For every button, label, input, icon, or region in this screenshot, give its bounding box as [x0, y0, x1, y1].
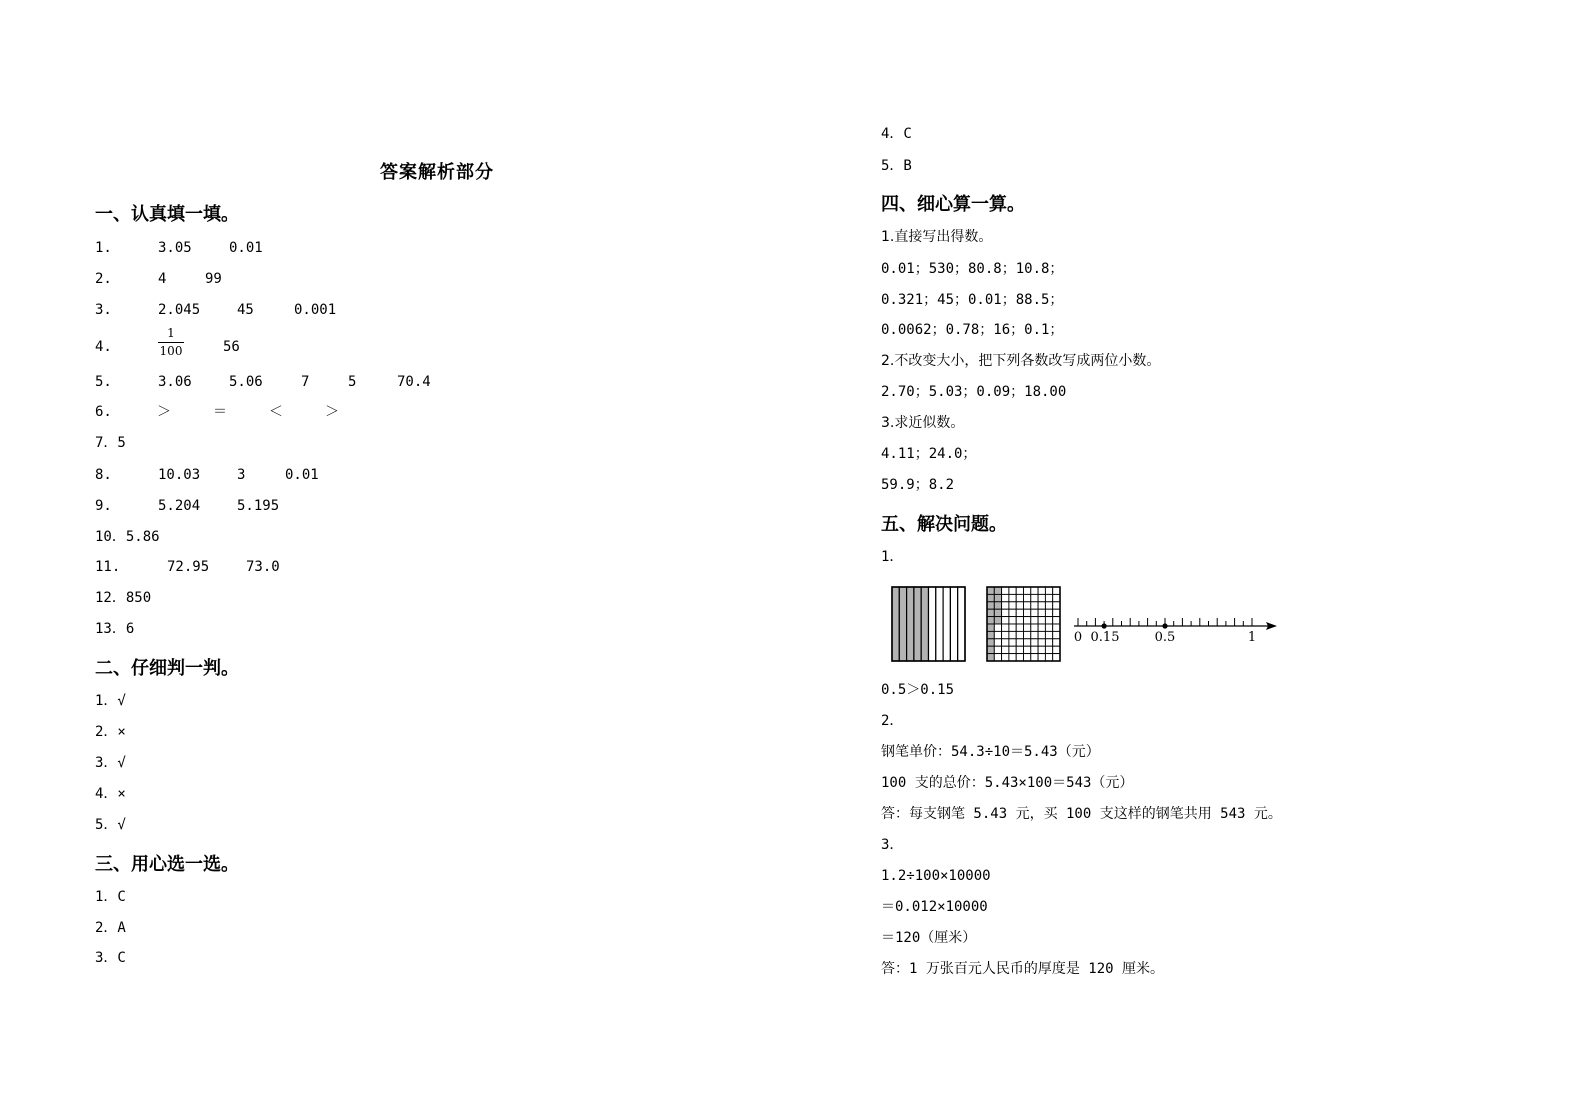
hundredths-cell — [987, 631, 994, 638]
hundredths-cell — [1038, 654, 1045, 661]
hundredths-cell — [1016, 609, 1023, 616]
q-num: 3. — [95, 302, 112, 318]
s2-item: 4．× — [95, 786, 126, 802]
s1-q7: 7．5 — [95, 435, 126, 451]
s4-line: 0.0062；0.78；16；0.1； — [881, 322, 1064, 338]
answer: 5.06 — [229, 374, 263, 390]
tenths-strip — [950, 587, 957, 661]
s5-q2-num: 2． — [881, 713, 904, 729]
q-num: 11. — [95, 559, 121, 575]
s2-item: 3．√ — [95, 755, 126, 771]
section-1-heading: 一、认真填一填。 — [95, 204, 239, 225]
tenths-strip — [899, 587, 906, 661]
hundredths-cell — [1053, 624, 1060, 631]
hundredths-cell — [994, 631, 1001, 638]
hundredths-cell — [1045, 639, 1052, 646]
s5-q1-num: 1． — [881, 549, 904, 565]
s3-item: 2．A — [95, 920, 126, 936]
hundredths-cell — [1002, 609, 1009, 616]
answer: 7 — [301, 374, 310, 390]
s5-q2-line: 100 支的总价：5.43×100＝543（元） — [881, 775, 1134, 791]
hundredths-cell — [1016, 646, 1023, 653]
q-num: 8. — [95, 467, 112, 483]
hundredths-cell — [1031, 654, 1038, 661]
hundredths-cell — [1024, 594, 1031, 601]
hundredths-cell — [1016, 602, 1023, 609]
tenths-strip — [943, 587, 950, 661]
hundredths-cell — [987, 587, 994, 594]
s3-item: 5．B — [881, 158, 912, 174]
hundredths-cell — [1031, 594, 1038, 601]
hundredths-cell — [1016, 587, 1023, 594]
hundredths-cell — [1024, 609, 1031, 616]
s5-q3-line: 答：1 万张百元人民币的厚度是 120 厘米。 — [881, 961, 1164, 977]
hundredths-cell — [1031, 617, 1038, 624]
hundredths-cell — [1024, 617, 1031, 624]
hundredths-cell — [994, 609, 1001, 616]
answer: 5 — [348, 374, 357, 390]
s3-item: 4．C — [881, 126, 912, 142]
answer: 4 — [158, 271, 167, 287]
hundredths-cell — [1009, 602, 1016, 609]
section-3-heading: 三、用心选一选。 — [95, 854, 239, 875]
hundredths-cell — [1045, 631, 1052, 638]
hundredths-cell — [994, 639, 1001, 646]
hundredths-cell — [994, 617, 1001, 624]
hundredths-cell — [1002, 617, 1009, 624]
hundredths-cell — [1045, 624, 1052, 631]
hundredths-cell — [1038, 624, 1045, 631]
s4-line: 0.01；530；80.8；10.8； — [881, 261, 1064, 277]
hundredths-cell — [1009, 609, 1016, 616]
tenths-strip — [958, 587, 965, 661]
q-num: 6. — [95, 404, 112, 420]
hundredths-cell — [1024, 631, 1031, 638]
hundredths-cell — [1045, 609, 1052, 616]
hundredths-cell — [1053, 639, 1060, 646]
tenths-strip — [907, 587, 914, 661]
q-num: 9. — [95, 498, 112, 514]
section-5-heading: 五、解决问题。 — [881, 514, 1007, 535]
hundredths-cell — [1053, 602, 1060, 609]
answer: 99 — [205, 271, 222, 287]
s4-line: 2.不改变大小，把下列各数改写成两位小数。 — [881, 353, 1161, 369]
hundredths-cell — [1002, 646, 1009, 653]
s5-q1-answer: 0.5＞0.15 — [881, 682, 955, 698]
answer: ＞ — [157, 404, 171, 420]
s4-line: 1.直接写出得数。 — [881, 229, 993, 245]
answer: 5.204 — [158, 498, 201, 514]
hundredths-cell — [1009, 646, 1016, 653]
s5-q3-line: ＝0.012×10000 — [881, 899, 988, 915]
s3-item: 1．C — [95, 889, 126, 905]
s5-q3-line: 1.2÷100×10000 — [881, 868, 991, 884]
s1-q12: 12．850 — [95, 590, 152, 606]
hundredths-cell — [1038, 617, 1045, 624]
s3-item: 3．C — [95, 950, 126, 966]
hundredths-cell — [994, 646, 1001, 653]
s4-line: 4.11；24.0； — [881, 446, 977, 462]
hundredths-cell — [1031, 609, 1038, 616]
hundredths-cell — [1009, 624, 1016, 631]
hundredths-cell — [987, 594, 994, 601]
hundredths-cell — [1053, 587, 1060, 594]
s2-item: 5．√ — [95, 817, 126, 833]
hundredths-cell — [1002, 602, 1009, 609]
hundredths-cell — [1002, 631, 1009, 638]
hundredths-cell — [1038, 639, 1045, 646]
fraction-numerator: 1 — [158, 325, 184, 343]
hundredths-cell — [994, 654, 1001, 661]
hundredths-cell — [1045, 617, 1052, 624]
hundredths-cell — [1009, 654, 1016, 661]
q-num: 5. — [95, 374, 112, 390]
hundredths-cell — [1002, 594, 1009, 601]
hundredths-cell — [1024, 587, 1031, 594]
answer: 70.4 — [397, 374, 431, 390]
hundredths-cell — [1002, 624, 1009, 631]
answer: 56 — [223, 339, 240, 355]
answer: ＞ — [325, 404, 339, 420]
q-num: 1. — [95, 240, 112, 256]
hundredths-cell — [1053, 631, 1060, 638]
number-line-point — [1162, 623, 1167, 628]
hundredths-cell — [1024, 602, 1031, 609]
fraction — [158, 325, 184, 360]
hundredths-cell — [1002, 654, 1009, 661]
s4-line: 3.求近似数。 — [881, 415, 965, 431]
hundredths-cell — [1016, 594, 1023, 601]
hundredths-cell — [1053, 609, 1060, 616]
tenths-strip — [929, 587, 936, 661]
hundredths-cell — [987, 639, 994, 646]
hundredths-cell — [1009, 594, 1016, 601]
hundredths-cell — [994, 594, 1001, 601]
tenths-strip — [936, 587, 943, 661]
hundredths-cell — [987, 646, 994, 653]
answer: 3 — [237, 467, 246, 483]
s5-q2-line: 答：每支钢笔 5.43 元，买 100 支这样的钢笔共用 543 元。 — [881, 806, 1282, 822]
hundredths-cell — [1031, 587, 1038, 594]
hundredths-cell — [1024, 639, 1031, 646]
hundredths-cell — [994, 587, 1001, 594]
s5-q3-num: 3． — [881, 837, 904, 853]
hundredths-cell — [1016, 631, 1023, 638]
hundredths-cell — [1031, 602, 1038, 609]
hundredths-cell — [1053, 594, 1060, 601]
answer: 45 — [237, 302, 254, 318]
q-num: 2. — [95, 271, 112, 287]
hundredths-cell — [987, 602, 994, 609]
answer: 5.195 — [237, 498, 280, 514]
hundredths-cell — [987, 624, 994, 631]
hundredths-cell — [987, 654, 994, 661]
hundredths-cell — [1053, 654, 1060, 661]
hundredths-cell — [1009, 639, 1016, 646]
hundredths-cell — [1038, 646, 1045, 653]
number-line-label: 0.15 — [1090, 630, 1120, 645]
hundredths-cell — [1024, 646, 1031, 653]
section-4-heading: 四、细心算一算。 — [881, 194, 1025, 215]
answer: ＝ — [213, 404, 227, 420]
hundredths-cell — [1009, 587, 1016, 594]
s2-item: 1．√ — [95, 693, 126, 709]
s4-line: 2.70；5.03；0.09；18.00 — [881, 384, 1067, 400]
decimal-figure — [888, 584, 1288, 664]
hundredths-cell — [1038, 609, 1045, 616]
hundredths-cell — [1031, 639, 1038, 646]
answer: 2.045 — [158, 302, 201, 318]
hundredths-cell — [1053, 646, 1060, 653]
hundredths-cell — [987, 617, 994, 624]
s1-q13: 13．6 — [95, 621, 135, 637]
hundredths-cell — [1045, 594, 1052, 601]
number-line-label: 0.5 — [1154, 630, 1176, 645]
q-num: 4. — [95, 339, 112, 355]
answer: 3.05 — [158, 240, 192, 256]
tenths-grid — [892, 587, 965, 661]
answer: 10.03 — [158, 467, 201, 483]
hundredths-cell — [994, 624, 1001, 631]
hundredths-cell — [1016, 624, 1023, 631]
hundredths-cell — [1045, 587, 1052, 594]
answer: 0.001 — [294, 302, 337, 318]
hundredths-cell — [987, 609, 994, 616]
hundredths-cell — [1016, 654, 1023, 661]
number-line — [1074, 618, 1277, 645]
hundredths-cell — [1038, 602, 1045, 609]
hundredths-cell — [1031, 624, 1038, 631]
hundredths-cell — [994, 602, 1001, 609]
s2-item: 2．× — [95, 724, 126, 740]
hundredths-cell — [1031, 631, 1038, 638]
section-2-heading: 二、仔细判一判。 — [95, 658, 239, 679]
fraction-denominator: 100 — [159, 344, 183, 358]
s1-q10: 10．5.86 — [95, 529, 160, 545]
answer: 0.01 — [229, 240, 263, 256]
hundredths-grid — [987, 587, 1060, 661]
hundredths-cell — [1045, 646, 1052, 653]
tenths-strip — [921, 587, 928, 661]
tenths-strip — [914, 587, 921, 661]
hundredths-cell — [1016, 617, 1023, 624]
hundredths-cell — [1045, 654, 1052, 661]
hundredths-cell — [1038, 594, 1045, 601]
s4-line: 0.321；45；0.01；88.5； — [881, 292, 1064, 308]
hundredths-cell — [1002, 587, 1009, 594]
hundredths-cell — [1038, 631, 1045, 638]
answer: 3.06 — [158, 374, 192, 390]
hundredths-cell — [1031, 646, 1038, 653]
hundredths-cell — [1045, 602, 1052, 609]
answer: 72.95 — [167, 559, 210, 575]
page-title: 答案解析部分 — [380, 162, 494, 183]
s4-line: 59.9；8.2 — [881, 477, 955, 493]
s5-q2-line: 钢笔单价：54.3÷10＝5.43（元） — [881, 744, 1100, 760]
answer: 73.0 — [246, 559, 280, 575]
hundredths-cell — [1016, 639, 1023, 646]
tenths-strip — [892, 587, 899, 661]
s5-q3-line: ＝120（厘米） — [881, 930, 977, 946]
hundredths-cell — [1009, 631, 1016, 638]
hundredths-cell — [1009, 617, 1016, 624]
number-line-label: 1 — [1247, 630, 1257, 645]
hundredths-cell — [1024, 654, 1031, 661]
hundredths-cell — [1053, 617, 1060, 624]
number-line-point — [1102, 623, 1107, 628]
hundredths-cell — [1038, 587, 1045, 594]
hundredths-cell — [1024, 624, 1031, 631]
answer: ＜ — [269, 404, 283, 420]
number-line-label: 0 — [1073, 630, 1083, 645]
hundredths-cell — [1002, 639, 1009, 646]
answer: 0.01 — [285, 467, 319, 483]
